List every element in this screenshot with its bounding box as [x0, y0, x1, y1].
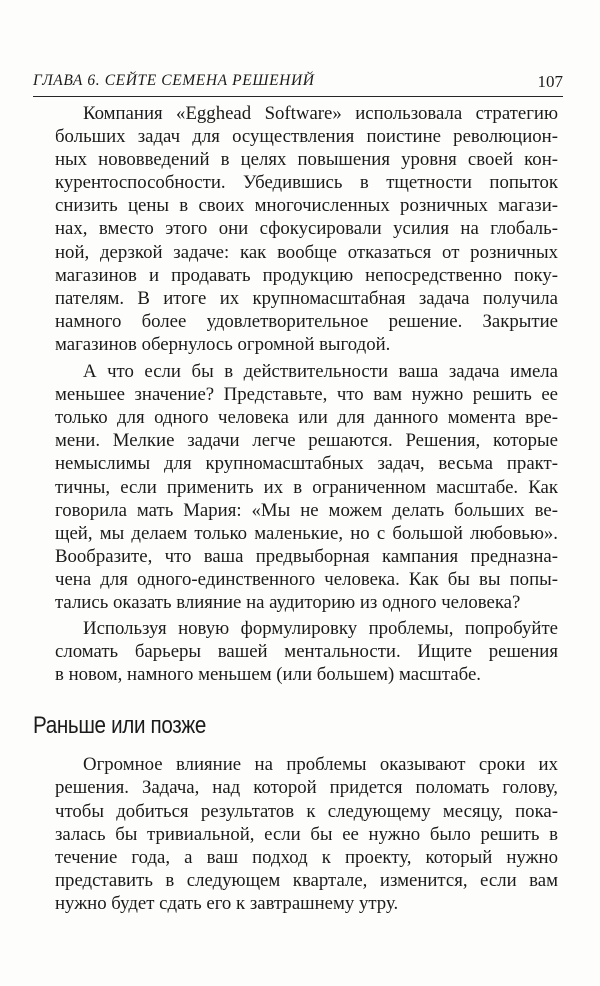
text-line: Огромное влияние на проблемы оказывают сроки их [83, 754, 558, 776]
text-line: чтобы добиться результатов к следующему месяцу, пока- [55, 800, 558, 822]
text-line: ной, дерзкой задаче: как вообще отказаться от розничных [55, 241, 558, 263]
text-line: говорила мать Мария: «Мы не можем делать больших ве- [55, 499, 558, 521]
text-line: пателям. В итоге их крупномасштабная задача получила [55, 287, 558, 309]
text-line: А что если бы в действительности ваша задача имела [83, 361, 558, 383]
paragraph-smaller-problem [55, 360, 558, 614]
text-line: представить в следующем квартале, изменится, если вам [55, 869, 558, 891]
text-line: Вообразите, что ваша предвыборная кампания предназна- [55, 545, 558, 567]
text-line: меньшее значение? Представьте, что вам нужно решить ее [55, 384, 558, 406]
text-line: решения. Задача, над которой придется поломать голову, [55, 777, 558, 799]
text-line: нужно будет сдать его к завтрашнему утру. [55, 892, 399, 914]
page-number: 107 [537, 72, 563, 91]
header-rule [33, 96, 563, 97]
text-line: течение года, а ваш подход к проекту, который нужно [55, 846, 558, 868]
body-text [33, 102, 558, 915]
text-line: сломать барьеры вашей ментальности. Ищите решения [55, 641, 558, 663]
text-line: снизить цены в своих многочисленных розничных магази- [55, 195, 558, 217]
text-line: тичны, если применить их в ограниченном масштабе. Как [55, 476, 558, 498]
text-line: магазинов и продавать продукцию непосредственно поку- [55, 264, 558, 286]
paragraph-egghead [55, 102, 558, 356]
text-line: Компания «Egghead Software» использовала стратегию [83, 103, 558, 124]
text-line: курентоспособности. Убедившись в тщетности попыток [55, 172, 558, 194]
text-line: залась бы тривиальной, если бы ее нужно было решить в [55, 823, 558, 845]
text-line: чена для одного-единственного человека. Как бы вы попы- [55, 568, 558, 590]
paragraph-timing [55, 753, 558, 915]
running-head [33, 70, 563, 94]
text-line: намного более удовлетворительное решение. Закрытие [55, 310, 558, 332]
text-line: магазинов обернулось огромной выгодой. [55, 333, 391, 355]
text-line: только для одного человека или для данного момента вре- [55, 407, 558, 429]
text-line: в новом, намного меньшем (или большем) масштабе. [55, 664, 481, 686]
text-line: Используя новую формулировку проблемы, попробуйте [83, 618, 558, 640]
section-heading: Раньше или позже [33, 712, 206, 740]
text-line: мени. Мелкие задачи легче решаются. Решения, которые [55, 430, 558, 452]
paragraph-new-formulation [55, 617, 558, 686]
text-line: тались оказать влияние на аудиторию из одного человека? [55, 591, 521, 613]
text-line: ных нововведений в целях повышения уровня своей кон- [55, 149, 558, 171]
text-line: больших задач для осуществления поистине революцион- [55, 126, 558, 148]
running-title: ГЛАВА 6. СЕЙТЕ СЕМЕНА РЕШЕНИЙ [33, 72, 315, 89]
text-line: нах, вместо этого они сфокусировали усилия на глобаль- [55, 218, 558, 240]
text-line: немыслимы для крупномасштабных задач, весьма практ- [55, 453, 558, 475]
text-line: щей, мы делаем только маленькие, но с большой любовью». [55, 522, 558, 544]
